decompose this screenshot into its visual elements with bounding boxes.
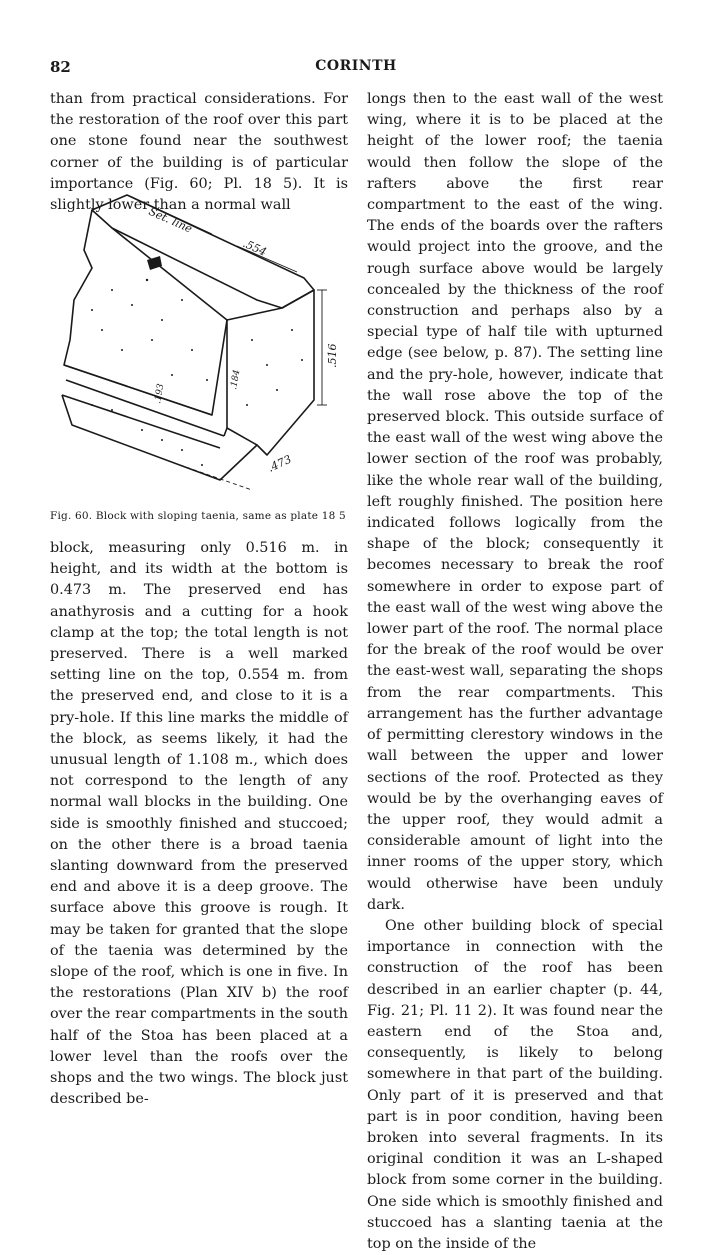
- left-column-bottom: [50, 538, 348, 1110]
- block-drawing: [52, 190, 352, 508]
- dimension-front: .184: [229, 369, 243, 391]
- right-column: [367, 89, 663, 1255]
- paragraph: block, measuring only 0.516 m. in height, and its width at the bottom is 0.473 m. The preserved end has anathyrosis and a cutting for a hook clamp at the top; the total length is not preserved. There is a well marked setting line on the top, 0.554 m. from the preserved end, and close to it is a pry-hole. If this line marks the middle of the block, as seems likely, it had the unusual length of 1.108 m., which does not correspond to the length of any normal wall blocks in the building. One side is smoothly finished and stuccoed; on the other there is a broad taenia slanting downward from the preserved end and above it is a deep groove. The surface above this groove is rough. It may be taken for granted that the slope of the taenia was determined by the slope of the roof, which is one in five. In the restorations (Plan XIV b) the roof over the rear compartments in the south half of the Stoa has been placed at a lower level than the roofs over the shops and the two wings. The block just described be-: [50, 540, 348, 1108]
- running-title: CORINTH: [315, 58, 397, 74]
- dimension-top: .554: [240, 236, 269, 259]
- figure-caption: Fig. 60. Block with sloping taenia, same as plate 18 5: [50, 510, 346, 522]
- setting-line-label: Set. line: [146, 204, 195, 236]
- paragraph: longs then to the east wall of the west wing, where it is to be placed at the height of the lower roof; the taenia would then follow the slope of the rafters above the first rear compartment to the east of the wing. The ends of the boards over the rafters would project into the groove, and the rough surface above would be largely concealed by the thickness of the roof construction and perhaps also by a special type of half tile with upturned edge (see below, p. 87). The setting line and the pry-hole, however, indicate that the wall rose above the top of the preserved block. This outside surface of the east wall of the west wing above the lower section of the roof was probably, like the whole rear wall of the building, left roughly finished. The position here indicated follows logically from the shape of the block; consequently it becomes necessary to break the roof somewhere in order to expose part of the east wall of the west wing above the lower part of the roof. The normal place for the break of the roof would be over the east-west wall, separating the shops from the rear compartments. This arrangement has the further advantage of permitting clerestory windows in the wall between the upper and lower sections of the roof. Protected as they would be by the overhanging eaves of the upper roof, they would admit a considerable amount of light into the inner rooms of the upper story, which would otherwise have been unduly dark.: [367, 91, 663, 913]
- dimension-width: .473: [265, 452, 294, 475]
- page-number: 82: [50, 58, 71, 76]
- dimension-height: .516: [326, 343, 339, 368]
- figure-block-drawing: [52, 190, 352, 508]
- page-header: [50, 58, 662, 80]
- paragraph: than from practical considerations. For the restoration of the roof over this part one stone found near the southwest corner of the building is of particular importance (Fig. 60; Pl. 18 5). It is slightly lower than a normal wall: [50, 91, 348, 214]
- block-top-face: [92, 195, 314, 308]
- block-taenia: [62, 365, 224, 448]
- block-broken-end: [64, 210, 227, 415]
- dimension-side: .193: [153, 383, 167, 405]
- paragraph: One other building block of special importance in connection with the construction of the roof has been described in an earlier chapter (p. 44, Fig. 21; Pl. 11 2). It was found near the eastern end of the Stoa and, consequently, is likely to belong somewhere in that part of the building. Only part of it is preserved and that part is in poor condition, having been broken into several fragments. In its original condition it was an L-shaped block from some corner in the building. One side which is smoothly finished and stuccoed has a slanting taenia at the top on the inside of the: [367, 917, 663, 1252]
